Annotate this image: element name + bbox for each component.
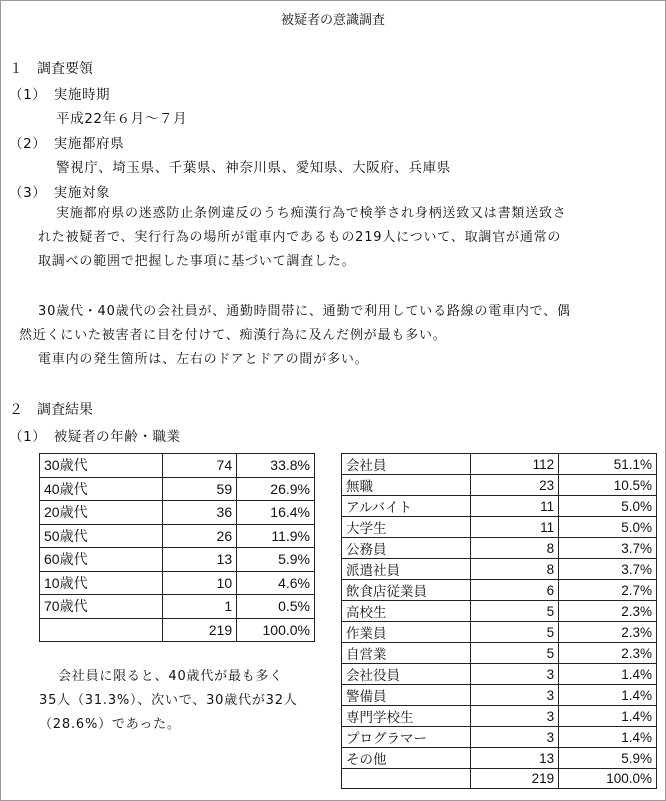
row-percent: 1.4%	[559, 664, 657, 685]
row-count: 13	[471, 748, 559, 769]
row-label: 公務員	[342, 538, 471, 559]
row-percent: 1.4%	[559, 727, 657, 748]
row-percent: 2.3%	[559, 643, 657, 664]
row-label: その他	[342, 748, 471, 769]
table-row	[342, 559, 657, 580]
row-count: 8	[471, 559, 559, 580]
row-count: 8	[471, 538, 559, 559]
row-label: 大学生	[342, 517, 471, 538]
row-count: 219	[471, 769, 559, 789]
row-label: 30歳代	[40, 454, 163, 478]
row-label: 10歳代	[40, 571, 163, 595]
item-3-label: （3） 実施対象	[9, 185, 111, 201]
row-label	[40, 618, 163, 642]
row-label: 70歳代	[40, 595, 163, 619]
summary-line-3: 電車内の発生箇所は、左右のドアとドアの間が多い。	[38, 352, 369, 367]
item-2-label: （2） 実施都府県	[9, 136, 125, 152]
item-1-label: （1） 実施時期	[9, 87, 111, 103]
item-2-body: 警視庁、埼玉県、千葉県、神奈川県、愛知県、大阪府、兵庫県	[56, 160, 451, 176]
table-row	[342, 454, 657, 475]
table-row	[342, 664, 657, 685]
row-percent: 2.3%	[559, 622, 657, 643]
item-3-body-line-2: れた被疑者で、実行行為の場所が電車内であるもの219人について、取調官が通常の	[38, 230, 562, 245]
table-row	[342, 601, 657, 622]
row-percent: 3.7%	[559, 538, 657, 559]
row-count: 26	[163, 524, 237, 548]
table-row	[342, 622, 657, 643]
table-row	[40, 501, 315, 525]
row-percent: 4.6%	[237, 571, 315, 595]
row-count: 11	[471, 496, 559, 517]
section-1-heading: １ 調査要領	[9, 61, 93, 77]
row-count: 3	[471, 706, 559, 727]
row-label: 60歳代	[40, 548, 163, 572]
row-count: 5	[471, 622, 559, 643]
row-count: 219	[163, 618, 237, 642]
table-row	[40, 595, 315, 619]
row-label: 専門学校生	[342, 706, 471, 727]
occupation-table	[341, 453, 657, 789]
row-percent: 100.0%	[559, 769, 657, 789]
row-count: 5	[471, 643, 559, 664]
row-percent: 16.4%	[237, 501, 315, 525]
row-count: 6	[471, 580, 559, 601]
table-row	[342, 643, 657, 664]
item-3-body-line-1: 実施都府県の迷惑防止条例違反のうち痴漢行為で検挙され身柄送致又は書類送致さ	[56, 206, 567, 221]
table-row	[342, 538, 657, 559]
row-count: 13	[163, 548, 237, 572]
table-row	[342, 685, 657, 706]
row-label: 自営業	[342, 643, 471, 664]
table-row	[342, 748, 657, 769]
row-count: 3	[471, 685, 559, 706]
row-count: 5	[471, 601, 559, 622]
note-line-2: 35人（31.3%）、次いで、30歳代が32人	[39, 693, 298, 708]
row-percent: 33.8%	[237, 454, 315, 478]
row-percent: 0.5%	[237, 595, 315, 619]
item-1-body: 平成22年６月～７月	[56, 111, 188, 127]
row-percent: 2.3%	[559, 601, 657, 622]
note-line-1: 会社員に限ると、40歳代が最も多く	[58, 669, 284, 684]
row-label: 警備員	[342, 685, 471, 706]
summary-line-1: 30歳代・40歳代の会社員が、通勤時間帯に、通勤で利用している路線の電車内で、偶	[38, 304, 571, 319]
row-percent: 5.0%	[559, 517, 657, 538]
row-percent: 100.0%	[237, 618, 315, 642]
table-row	[40, 477, 315, 501]
row-label	[342, 769, 471, 789]
table-row	[342, 580, 657, 601]
table-row	[342, 727, 657, 748]
row-label: 20歳代	[40, 501, 163, 525]
row-label: 会社役員	[342, 664, 471, 685]
row-count: 11	[471, 517, 559, 538]
table-row	[342, 496, 657, 517]
row-percent: 1.4%	[559, 706, 657, 727]
table-row	[40, 524, 315, 548]
row-count: 36	[163, 501, 237, 525]
row-label: アルバイト	[342, 496, 471, 517]
row-label: 50歳代	[40, 524, 163, 548]
row-percent: 3.7%	[559, 559, 657, 580]
row-label: 作業員	[342, 622, 471, 643]
table-row	[40, 454, 315, 478]
table-row	[342, 706, 657, 727]
age-table	[39, 453, 315, 642]
row-count: 1	[163, 595, 237, 619]
table-row	[40, 618, 315, 642]
row-percent: 10.5%	[559, 475, 657, 496]
row-count: 10	[163, 571, 237, 595]
row-count: 3	[471, 727, 559, 748]
row-label: 派遣社員	[342, 559, 471, 580]
row-count: 3	[471, 664, 559, 685]
summary-line-2: 然近くにいた被害者に目を付けて、痴漢行為に及んだ例が最も多い。	[19, 328, 447, 343]
row-count: 74	[163, 454, 237, 478]
table-row	[40, 548, 315, 572]
row-percent: 1.4%	[559, 685, 657, 706]
row-count: 59	[163, 477, 237, 501]
table-row	[342, 769, 657, 789]
item-3-body-line-3: 取調べの範囲で把握した事項に基づいて調査した。	[38, 254, 356, 269]
row-label: プログラマー	[342, 727, 471, 748]
table-row	[342, 517, 657, 538]
row-count: 112	[471, 454, 559, 475]
note-line-3: （28.6%）であった。	[39, 717, 181, 732]
row-label: 40歳代	[40, 477, 163, 501]
page-title: 被疑者の意識調査	[280, 13, 385, 28]
row-label: 会社員	[342, 454, 471, 475]
table-row	[40, 571, 315, 595]
row-percent: 5.9%	[559, 748, 657, 769]
row-label: 高校生	[342, 601, 471, 622]
table-row	[342, 475, 657, 496]
row-percent: 2.7%	[559, 580, 657, 601]
row-percent: 5.0%	[559, 496, 657, 517]
row-percent: 51.1%	[559, 454, 657, 475]
row-count: 23	[471, 475, 559, 496]
row-label: 飲食店従業員	[342, 580, 471, 601]
section-2-subheading: （1） 被疑者の年齢・職業	[9, 429, 181, 445]
row-percent: 11.9%	[237, 524, 315, 548]
row-percent: 5.9%	[237, 548, 315, 572]
row-percent: 26.9%	[237, 477, 315, 501]
section-2-heading: ２ 調査結果	[9, 402, 93, 418]
row-label: 無職	[342, 475, 471, 496]
